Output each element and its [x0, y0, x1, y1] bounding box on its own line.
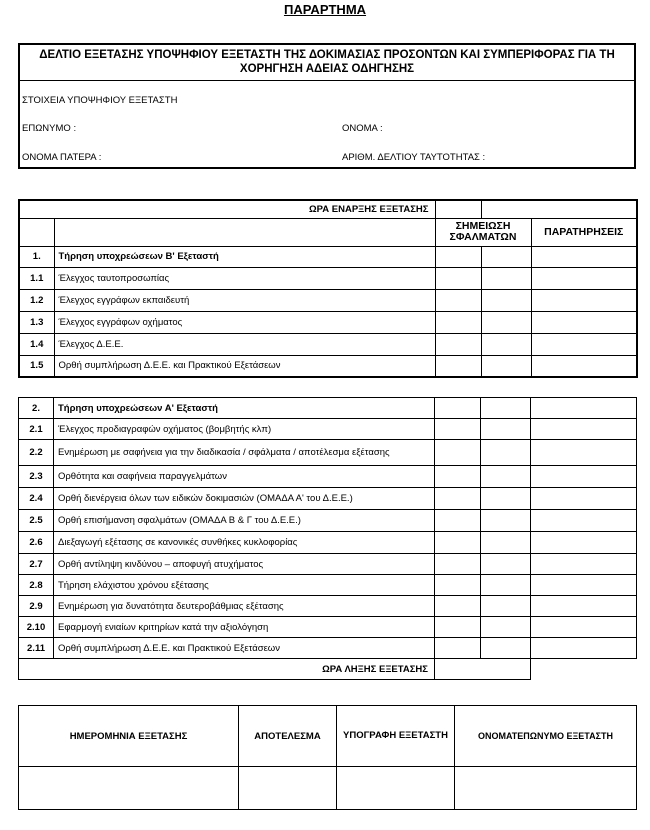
table-row: 2.8 Τήρηση ελάχιστου χρόνου εξέτασης: [19, 575, 637, 596]
examiner-name-header: ΟΝΟΜΑΤΕΠΩΝΥΜΟ ΕΞΕΤΑΣΤΗ: [455, 706, 637, 767]
name-field[interactable]: ΟΝΟΜΑ :: [342, 123, 383, 134]
end-time-cell[interactable]: [435, 659, 531, 680]
table-row: 2.4 Ορθή διενέργεια όλων των ειδικών δοκιμασιών (ΟΜΑΔΑ Α' του Δ.Ε.Ε.): [19, 488, 637, 510]
table-row: 2.11 Ορθή συμπλήρωση Δ.Ε.Ε. και Πρακτικού Εξετάσεων: [19, 638, 637, 659]
table-row: 1.1 Έλεγχος ταυτοπροσωπίας: [19, 267, 637, 289]
table-row: 1.3 Έλεγχος εγγράφων οχήματος: [19, 311, 637, 333]
examiner-name-cell[interactable]: [455, 767, 637, 810]
table-row: 2.7 Ορθή αντίληψη κινδύνου – αποφυγή ατυχήματος: [19, 554, 637, 575]
section-b-examiner-table: [18, 199, 638, 378]
candidate-info-box: [18, 43, 636, 169]
errors-column-header: ΣΗΜΕΙΩΣΗ ΣΦΑΛΜΑΤΩΝ: [435, 218, 531, 246]
section-a-examiner-table: [18, 397, 637, 680]
end-time-label: ΩΡΑ ΛΗΞΗΣ ΕΞΕΤΑΣΗΣ: [19, 659, 435, 680]
father-name-field[interactable]: ΟΝΟΜΑ ΠΑΤΕΡΑ :: [22, 152, 102, 163]
table-row: 2.10 Εφαρμογή ενιαίων κριτηρίων κατά την αξιολόγηση: [19, 617, 637, 638]
notes-column-header: ΠΑΡΑΤΗΡΗΣΕΙΣ: [531, 218, 637, 246]
section-title: Τήρηση υποχρεώσεων Α' Εξεταστή: [54, 398, 435, 419]
section-title: Τήρηση υποχρεώσεων Β' Εξεταστή: [54, 246, 435, 267]
table-row: 2.9 Ενημέρωση για δυνατότητα δευτεροβάθμιας εξέτασης: [19, 596, 637, 617]
form-heading: ΔΕΛΤΙΟ ΕΞΕΤΑΣΗΣ ΥΠΟΨΗΦΙΟΥ ΕΞΕΤΑΣΤΗ ΤΗΣ ΔΟΚΙΜΑΣΙΑΣ ΠΡΟΣΟΝΤΩΝ ΚΑΙ ΣΥΜΠΕΡΙΦΟΡΑΣ ΓΙΑ ΤΗ ΧΟΡΗΓΗΣΗ ΑΔΕΙΑΣ ΟΔΗΓΗΣΗΣ: [20, 45, 634, 81]
table-row: 1.2 Έλεγχος εγγράφων εκπαιδευτή: [19, 289, 637, 311]
surname-field[interactable]: ΕΠΩΝΥΜΟ :: [22, 123, 77, 134]
signature-header: ΥΠΟΓΡΑΦΗ ΕΞΕΤΑΣΤΗ: [337, 706, 455, 767]
table-row: 2.2 Ενημέρωση με σαφήνεια για την διαδικασία / σφάλματα / αποτέλεσμα εξέτασης: [19, 440, 637, 466]
exam-date-header: ΗΜΕΡΟΜΗΝΙΑ ΕΞΕΤΑΣΗΣ: [19, 706, 239, 767]
section-number: 2.: [19, 398, 54, 419]
candidate-section-label: ΣΤΟΙΧΕΙΑ ΥΠΟΨΗΦΙΟΥ ΕΞΕΤΑΣΤΗ: [22, 95, 178, 106]
start-time-cell[interactable]: [435, 200, 481, 218]
table-row: 1.5 Ορθή συμπλήρωση Δ.Ε.Ε. και Πρακτικού Εξετάσεων: [19, 355, 637, 377]
signature-cell[interactable]: [337, 767, 455, 810]
start-time-label: ΩΡΑ ΕΝΑΡΞΗΣ ΕΞΕΤΑΣΗΣ: [19, 200, 435, 218]
result-cell[interactable]: [239, 767, 337, 810]
table-row: 2.5 Ορθή επισήμανση σφαλμάτων (ΟΜΑΔΑ Β & Γ του Δ.Ε.Ε.): [19, 510, 637, 532]
id-card-field[interactable]: ΑΡΙΘΜ. ΔΕΛΤΙΟΥ ΤΑΥΤΟΤΗΤΑΣ :: [342, 152, 486, 163]
result-header: ΑΠΟΤΕΛΕΣΜΑ: [239, 706, 337, 767]
exam-date-cell[interactable]: [19, 767, 239, 810]
signature-table: [18, 705, 637, 810]
table-row: 2.1 Έλεγχος προδιαγραφών οχήματος (βομβητής κλπ): [19, 419, 637, 440]
table-row: 2.3 Ορθότητα και σαφήνεια παραγγελμάτων: [19, 466, 637, 488]
section-number: 1.: [19, 246, 54, 267]
table-row: 1.4 Έλεγχος Δ.Ε.Ε.: [19, 333, 637, 355]
table-row: 2.6 Διεξαγωγή εξέτασης σε κανονικές συνθήκες κυκλοφορίας: [19, 532, 637, 554]
page-title: ΠΑΡΑΡΤΗΜΑ: [283, 2, 367, 17]
